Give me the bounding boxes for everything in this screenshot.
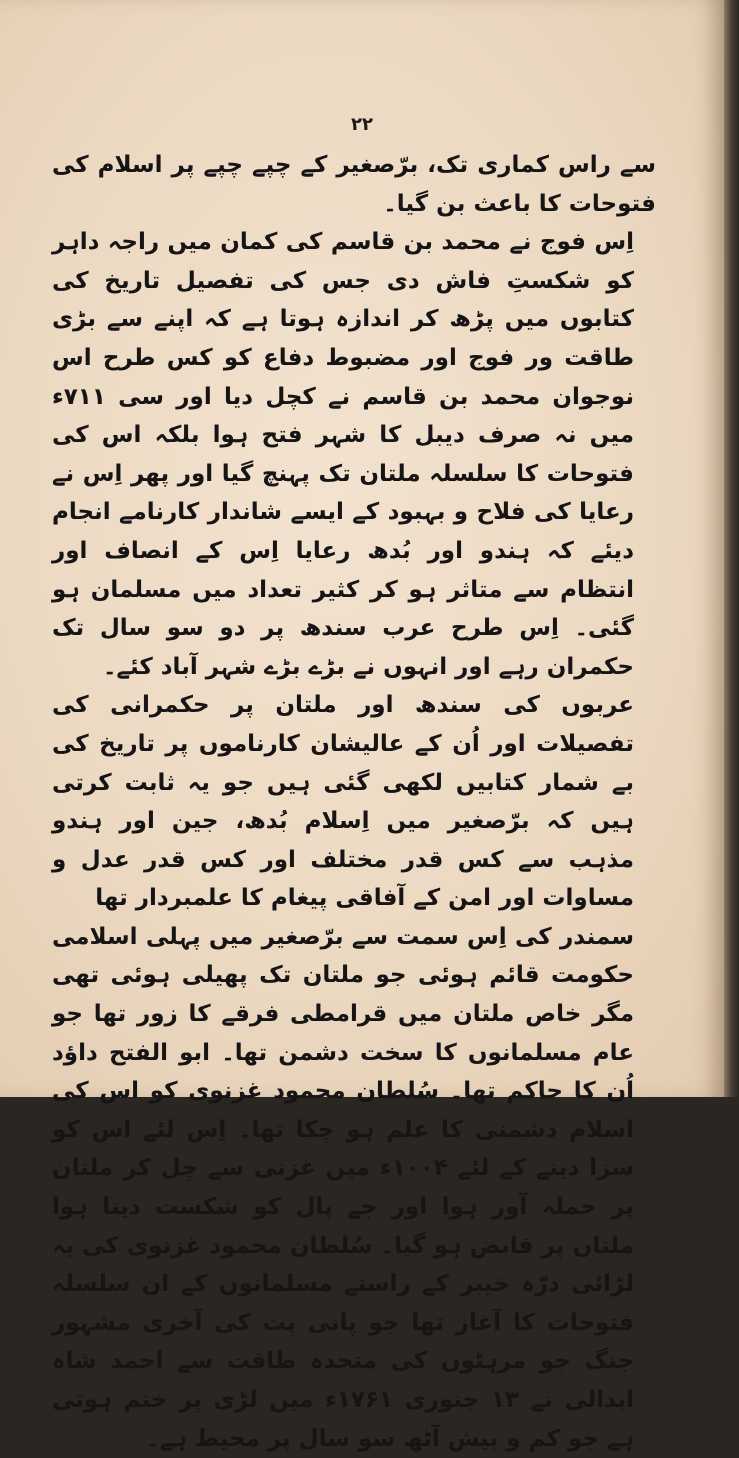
paragraph-4: سمندر کی اِس سمت سے برّصغیر میں پہلی اسلامی حکومت قائم ہوئی جو ملتان تک پھیلی ہوئی تھی مگر خاص ملتان میں قرامطی فرقے کا زور تھا جو عام مسلمانوں کا سخت دشمن تھا۔ ابو الفتح داؤد اُن کا حاکم تھا۔ سُلطان محمود غزنوی کو اس کی اسلام دشمنی کا علم ہو چکا تھا۔ اِس لئے اس کو سزا دینے کے لئے ۱۰۰۴ء میں غزنی سے چل کر ملتان پر حملہ آور ہوا اور جے پال کو شکست دیتا ہوا ملتان پر قابض ہو گیا۔ سُلطان محمود غزنوی کی یہ لڑائی درّہ خیبر کے راستے مسلمانوں کے ان سلسلہ فتوحات کا آغاز تھا جو پانی پت کی آخری مشہور جنگ جو مرہٹوں کی متحدہ طاقت سے احمد شاہ ابدالی نے ۱۳ جنوری ۱۷۶۱ء میں لڑی پر ختم ہوتی ہے جو کم و بیش آٹھ سو سال پر محیط ہے۔ bbox=[52, 923, 634, 1452]
paragraph-1: سے راس کماری تک، برّصغیر کے چپے چپے پر اسلام کی فتوحات کا باعث بن گیا۔ bbox=[52, 152, 656, 217]
book-spine-edge bbox=[724, 0, 739, 1097]
paragraph-2: اِس فوج نے محمد بن قاسم کی کمان میں راجہ داہر کو شکستِ فاش دی جس کی تفصیل تاریخ کی کتابوں میں پڑھ کر اندازہ ہوتا ہے کہ اپنے سے بڑی طاقت ور فوج اور مضبوط دفاع کو کس طرح اس نوجوان محمد بن قاسم نے کچل دیا اور سی ۷۱۱ء میں نہ صرف دیبل کا شہر فتح ہوا بلکہ اس کی فتوحات کا سلسلہ ملتان تک پہنچ گیا اور پھر اِس نے رعایا کی فلاح و بہبود کے ایسے شاندار کارنامے انجام دیئے کہ ہندو اور بُدھ رعایا اِس کے انصاف اور انتظام سے متاثر ہو کر کثیر تعداد میں مسلمان ہو گئی۔ اِس طرح عرب سندھ پر دو سو سال تک حکمران رہے اور انہوں نے بڑے بڑے شہر آباد کئے۔ bbox=[52, 229, 634, 680]
paragraph-3: عربوں کی سندھ اور ملتان پر حکمرانی کی تفصیلات اور اُن کے عالیشان کارناموں پر تاریخ کی بے شمار کتابیں لکھی گئی ہیں جو یہ ثابت کرتی ہیں کہ برّصغیر میں اِسلام بُدھ، جین اور ہندو مذہب سے کس قدر مختلف اور کس قدر عدل و مساوات اور امن کے آفاقی پیغام کا علمبردار تھا bbox=[52, 692, 634, 912]
page-number: ۲۲ bbox=[351, 114, 373, 135]
page-text bbox=[52, 146, 656, 1458]
